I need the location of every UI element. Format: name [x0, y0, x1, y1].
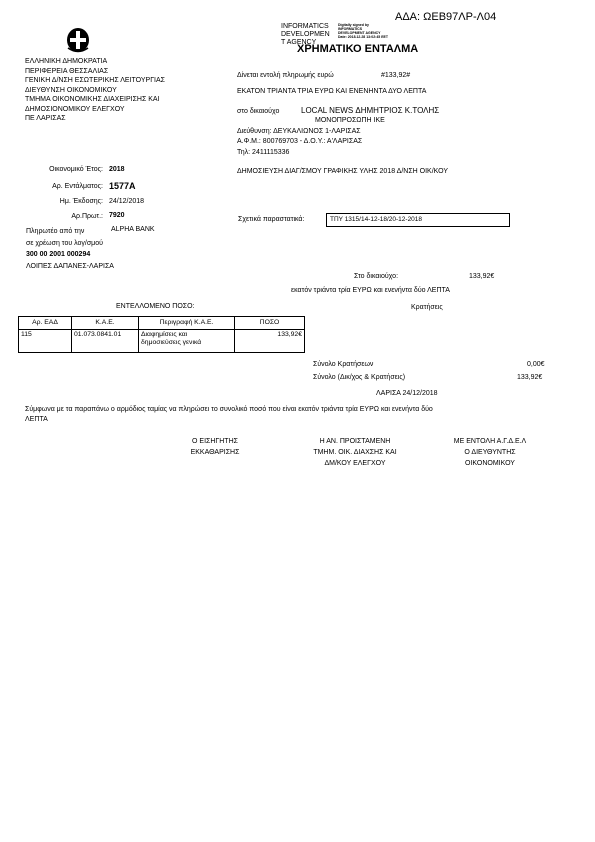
- greek-emblem-icon: [65, 26, 91, 54]
- withholdings-total-value: 0,00€: [527, 361, 545, 368]
- beneficiary-phone: Τηλ: 2411115336: [237, 149, 290, 156]
- bank-name: ALPHA BANK: [111, 226, 155, 233]
- description-line: Διαφημίσεις και: [141, 331, 188, 338]
- payment-description: ΔΗΜΟΣΙΕΥΣΗ ΔΙΑΓ/ΣΜΟΥ ΓΡΑΦΙΚΗΣ ΥΛΗΣ 2018 Δ/ΝΣΗ ΟΙΚ/ΚΟΥ: [237, 168, 449, 175]
- amount-in-words: ΕΚΑΤΟΝ ΤΡΙΑΝΤΑ ΤΡΙΑ ΕΥΡΩ ΚΑΙ ΕΝΕΝΗΝΤΑ ΔΥΟ ΛΕΠΤΑ: [237, 88, 427, 95]
- protocol-value: 7920: [109, 212, 125, 219]
- beneficiary-name-2: ΜΟΝΟΠΡΟΣΩΠΗ ΙΚΕ: [315, 117, 385, 124]
- cell-kae: 01.073.0841.01: [72, 330, 139, 353]
- account-number: 300 00 2001 000294: [26, 251, 91, 258]
- withholdings-label: Κρατήσεις: [411, 304, 443, 311]
- grand-total-value: 133,92€: [517, 374, 543, 381]
- org-line: ΓΕΝΙΚΗ Δ/ΝΣΗ ΕΣΩΤΕΡΙΚΗΣ ΛΕΙΤΟΥΡΓΙΑΣ: [25, 77, 165, 84]
- payment-given-label: Δίνεται εντολή πληρωμής ευρώ: [237, 72, 334, 79]
- issue-value: 24/12/2018: [109, 198, 145, 205]
- sig-detail: Digitally signed by: [338, 23, 369, 27]
- to-beneficiary-label: Στο δικαιούχο:: [354, 273, 399, 280]
- to-beneficiary-words: εκατόν τριάντα τρία ΕΥΡΩ και ενενήντα δύο ΛΕΠΤΑ: [291, 287, 450, 294]
- sig-title: ΕΚΚΑΘΑΡΙΣΗΣ: [190, 449, 240, 456]
- sig-line: DEVELOPMEN: [281, 31, 330, 38]
- col-ead: Αρ. ΕΑΔ: [19, 317, 72, 330]
- beneficiary-address: Διεύθυνση: ΔΕΥΚΑΛΙΩΝΟΣ 1-ΛΑΡΙΣΑΣ: [237, 128, 361, 135]
- amounts-table: [18, 316, 305, 353]
- sig-title: ΟΙΚΟΝΟΜΙΚΟΥ: [465, 460, 515, 467]
- payment-amount: #133,92#: [381, 72, 411, 79]
- org-line: ΠΕΡΙΦΕΡΕΙΑ ΘΕΣΣΑΛΙΑΣ: [25, 67, 109, 75]
- year-label: Οικονομικό Έτος:: [49, 166, 103, 173]
- sig-title: Ο ΔΙΕΥΘΥΝΤΗΣ: [464, 449, 516, 456]
- related-label: Σχετικά παραστατικά:: [238, 216, 305, 223]
- beneficiary-afm: Α.Φ.Μ.: 800769703 - Δ.Ο.Υ.: Α'ΛΑΡΙΣΑΣ: [237, 138, 363, 145]
- account-label: σε χρέωση του λογ/σμού: [26, 240, 103, 247]
- cell-amount: 133,92€: [235, 330, 305, 353]
- org-line: ΔΗΜΟΣΙΟΝΟΜΙΚΟΥ ΕΛΕΓΧΟΥ: [25, 105, 125, 113]
- beneficiary-label: στο δικαιούχο: [237, 108, 280, 115]
- conclusion-text-2: ΛΕΠΤΑ: [25, 416, 48, 423]
- signature-director: [435, 436, 545, 469]
- table-caption: ΕΝΤΕΛΛΟΜΕΝΟ ΠΟΣΟ:: [116, 303, 195, 310]
- sig-line: T AGENCY: [281, 39, 317, 46]
- other-expenses: ΛΟΙΠΕΣ ΔΑΠΑΝΕΣ-ΛΑΡΙΣΑ: [26, 263, 114, 270]
- cell-description: [139, 330, 235, 353]
- payable-label: Πληρωτέο από την: [26, 228, 85, 235]
- sig-title: Ο ΕΙΣΗΓΗΤΗΣ: [192, 438, 238, 445]
- warrant-label: Αρ. Εντάλματος:: [52, 183, 103, 190]
- to-beneficiary-value: 133,92€: [469, 273, 495, 280]
- sig-title: Η ΑΝ. ΠΡΟΙΣΤΑΜΕΝΗ: [319, 438, 391, 445]
- signature-rapporteur: [160, 436, 270, 458]
- ada-code: ΑΔΑ: ΩΕΒ97ΛΡ-Λ04: [395, 11, 497, 23]
- sig-detail: INFORMATICS: [338, 27, 363, 31]
- protocol-label: Αρ.Πρωτ.:: [71, 213, 103, 220]
- table-header-row: [19, 317, 305, 330]
- related-value: ΤΠΥ 1315/14-12-18/20-12-2018: [326, 213, 510, 227]
- place-date: ΛΑΡΙΣΑ 24/12/2018: [376, 390, 438, 397]
- digital-signature-details: [338, 23, 388, 39]
- col-description: Περιγραφή Κ.Α.Ε.: [139, 317, 235, 330]
- withholdings-total-label: Σύνολο Κρατήσεων: [313, 361, 374, 368]
- org-line: ΕΛΛΗΝΙΚΗ ΔΗΜΟΚΡΑΤΙΑ: [25, 58, 108, 65]
- conclusion-text: Σύμφωνα με τα παραπάνω ο αρμόδιος ταμίας να πληρώσει το συνολικό ποσό που είναι εκατόν τριάντα τρία ΕΥΡΩ και ενενήντα δύο: [25, 406, 433, 413]
- grand-total-label: Σύνολο (Δικ/χος & Κρατήσεις): [313, 374, 406, 381]
- issue-label: Ημ. Έκδοσης:: [59, 198, 103, 205]
- sig-detail: DEVELOPMENT AGENCY: [338, 31, 381, 35]
- beneficiary-name: LOCAL NEWS ΔΗΜΗΤΡΙΟΣ Κ.ΤΟΛΗΣ: [301, 106, 440, 115]
- org-line: ΤΜΗΜΑ ΟΙΚΟΝΟΜΙΚΗΣ ΔΙΑΧΕΙΡΙΣΗΣ ΚΑΙ: [25, 96, 160, 103]
- signature-head: [290, 436, 420, 469]
- sig-title: ΔΜ/ΚΟΥ ΕΛΕΓΧΟΥ: [324, 460, 386, 467]
- sig-title: ΜΕ ΕΝΤΟΛΗ Α.Γ.Δ.Ε.Λ: [453, 438, 527, 445]
- organization-block: [25, 57, 165, 124]
- col-amount: ΠΟΣΟ: [235, 317, 305, 330]
- org-line: ΔΙΕΥΘΥΝΣΗ ΟΙΚΟΝΟΜΙΚΟΥ: [25, 86, 117, 94]
- table-row: [19, 330, 305, 353]
- cell-ead: 115: [19, 330, 72, 353]
- sig-title: ΤΜΗΜ. ΟΙΚ. ΔΙΑΧΣΗΣ ΚΑΙ: [313, 449, 397, 456]
- sig-detail: Date: 2018.12.28 13:02:45 EET: [338, 35, 389, 39]
- col-kae: Κ.Α.Ε.: [72, 317, 139, 330]
- sig-line: INFORMATICS: [281, 23, 329, 30]
- description-line: δημοσιεύσεις γενικά: [141, 339, 202, 347]
- org-line: ΠΕ ΛΑΡΙΣΑΣ: [25, 115, 66, 122]
- year-value: 2018: [109, 166, 125, 173]
- document-title: ΧΡΗΜΑΤΙΚΟ ΕΝΤΑΛΜΑ: [297, 43, 419, 55]
- warrant-value: 1577Α: [109, 181, 136, 191]
